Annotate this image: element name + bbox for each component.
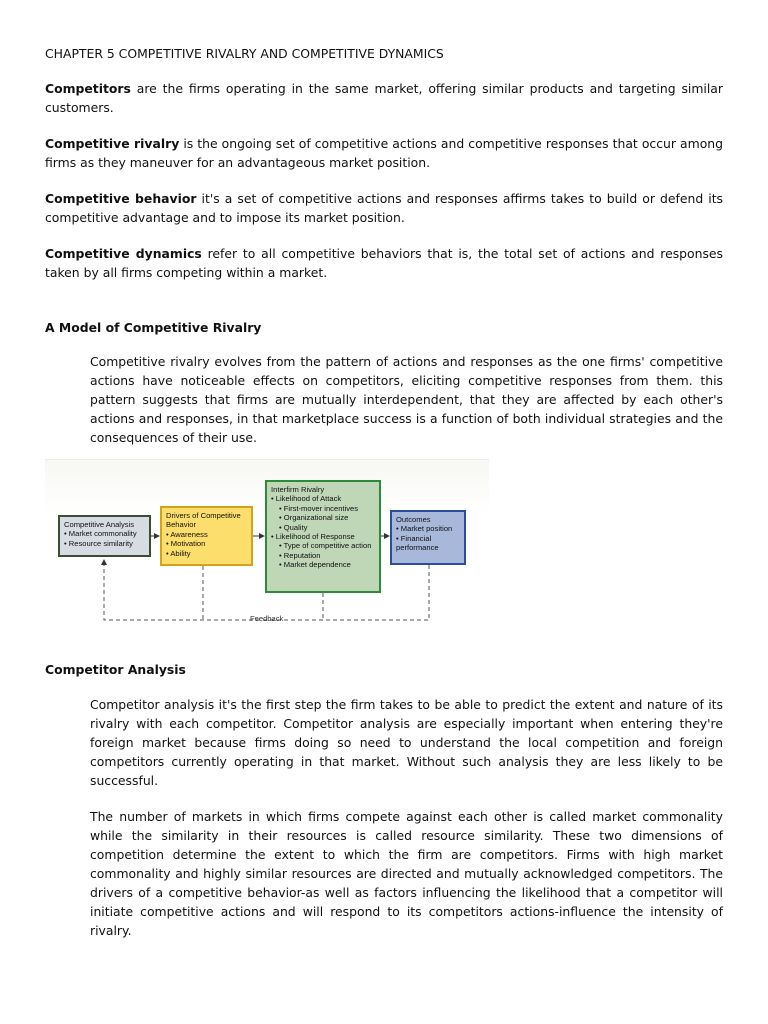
- box-subitem: • Reputation: [279, 550, 321, 560]
- definition-text: refer to all competitive behaviors that is, the total set of actions and responses taken by all firms competing within a market.: [45, 246, 723, 280]
- interfirm-rivalry-box: [265, 480, 381, 593]
- term: Competitors: [45, 81, 131, 96]
- box-item: • Motivation: [166, 539, 206, 549]
- outcomes-box: [390, 510, 466, 565]
- box-item: • Resource similarity: [64, 538, 133, 548]
- definition-competitive-dynamics: [45, 244, 723, 282]
- analysis-paragraph-2: The number of markets in which firms compete against each other is called market commonality while the similarity in their resources is called resource similarity. These two dimensions of competition determine the extent to which the firm are competitors. Firms with high market commonality and highly similar resources are directed and mutually acknowledged competitors. The drivers of a competitive behavior-as well as factors influencing the likelihood that a competitor will initiate competitive actions and will respond to its competitors actions-influence the intensity of rivalry.: [90, 809, 723, 938]
- model-paragraph: Competitive rivalry evolves from the pattern of actions and responses as the one firms' competitive actions have noticeable effects on competitors, eliciting competitive responses from them. this pattern suggests that firms are mutually interdependent, that they are affected by each other's actions and responses, in that marketplace success is a function of both individual strategies and the consequences of their use.: [90, 354, 723, 445]
- box-item: • Market position: [396, 524, 453, 534]
- box-subitem: • First-mover incentives: [279, 503, 359, 513]
- box-title: Interfirm Rivalry: [271, 485, 325, 494]
- box-item: • Likelihood of Response: [271, 532, 355, 542]
- term: Competitive rivalry: [45, 136, 180, 151]
- definition-text: are the firms operating in the same market, offering similar products and targeting similar customers.: [45, 81, 723, 115]
- rivalry-model-diagram: [45, 459, 489, 640]
- box-item: • Financial performance: [396, 533, 439, 553]
- analysis-paragraph-1: Competitor analysis it's the first step the firm takes to be able to predict the extent and nature of its rivalry with each competitor. Competitor analysis are especially important when entering they're foreign market because firms doing so need to understand the local competition and foreign competitors currently operating in that market. Without such analysis they are less likely to be successful.: [90, 697, 723, 788]
- competitor-analysis-heading: Competitor Analysis: [45, 662, 186, 677]
- definition-text: is the ongoing set of competitive actions and competitive responses that occur among firms as they maneuver for an advantageous market position.: [45, 136, 724, 170]
- term: Competitive behavior: [45, 191, 197, 206]
- definition-competitive-rivalry: [45, 134, 723, 172]
- model-heading: A Model of Competitive Rivalry: [45, 320, 262, 335]
- term: Competitive dynamics: [45, 246, 202, 261]
- box-item: • Awareness: [166, 529, 208, 539]
- definition-competitors: [45, 79, 723, 117]
- competitive-analysis-box: [58, 515, 151, 557]
- box-title: Drivers of Competitive Behavior: [166, 511, 241, 530]
- box-item: • Likelihood of Attack: [271, 494, 342, 504]
- box-subitem: • Quality: [279, 522, 308, 532]
- definition-competitive-behavior: [45, 189, 723, 227]
- box-subitem: • Type of competitive action: [279, 541, 372, 551]
- chapter-title: CHAPTER 5 COMPETITIVE RIVALRY AND COMPETITIVE DYNAMICS: [45, 46, 444, 61]
- box-item: • Market commonality: [64, 529, 137, 539]
- definition-text: it's a set of competitive actions and responses affirms takes to build or defend its competitive advantage and to impose its market position.: [45, 191, 724, 225]
- document-page: [45, 44, 723, 940]
- box-title: Outcomes: [396, 515, 431, 524]
- drivers-box: [160, 506, 253, 566]
- feedback-label: Feedback: [250, 614, 284, 623]
- box-item: • Ability: [166, 548, 191, 558]
- box-title: Competitive Analysis: [64, 520, 135, 529]
- box-subitem: • Organizational size: [279, 513, 349, 523]
- box-subitem: • Market dependence: [279, 560, 351, 570]
